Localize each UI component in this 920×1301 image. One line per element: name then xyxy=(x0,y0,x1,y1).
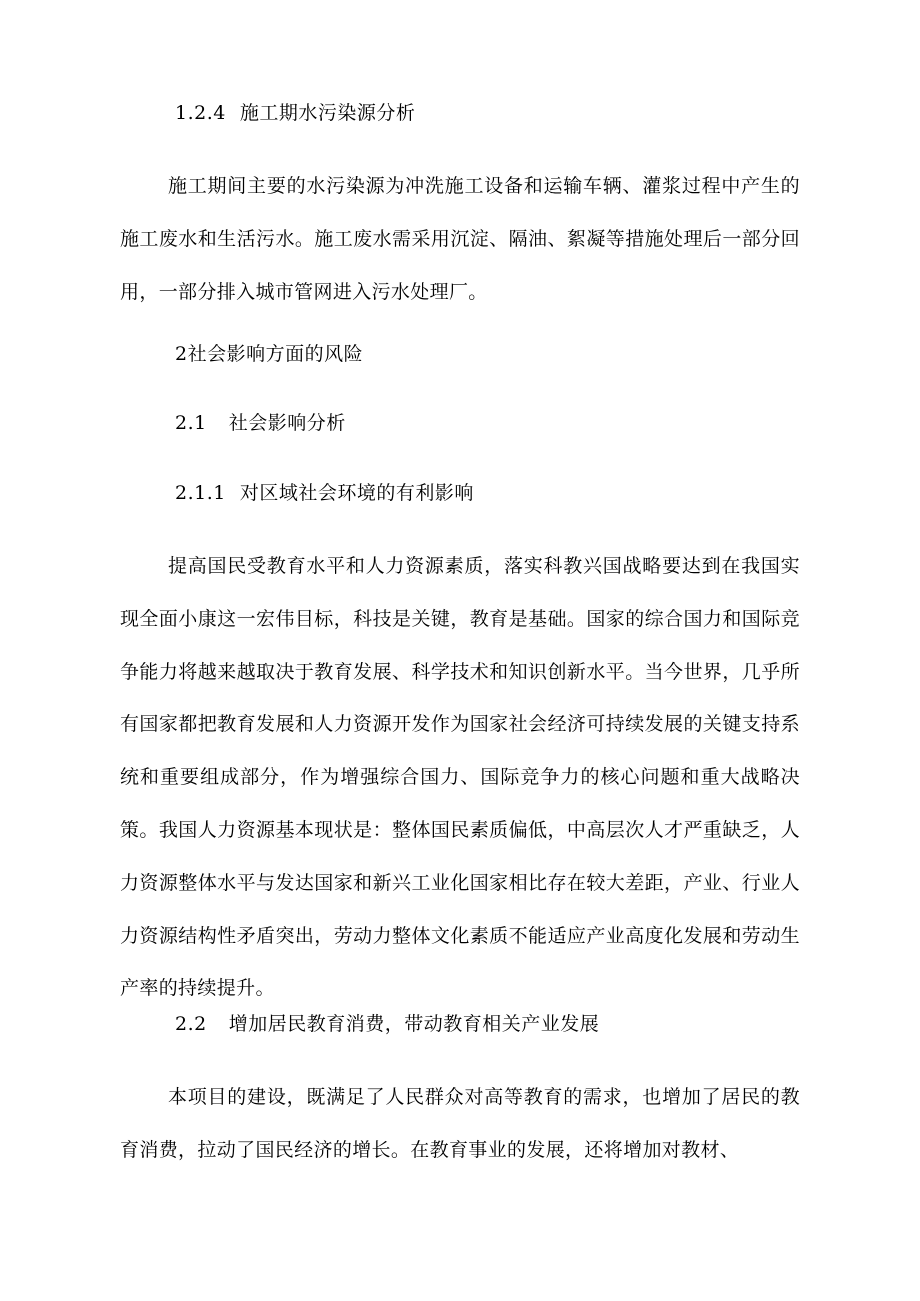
paragraph-education: 提高国民受教育水平和人力资源素质，落实科教兴国战略要达到在我国实现全面小康这一宏伟目标，科技是关键，教育是基础。国家的综合国力和国际竞争能力将越来越取决于教育发展、科学技术和知识创新水平。当今世界，几乎所有国家都把教育发展和人力资源开发作为国家社会经济可持续发展的关键支持系统和重要组成部分，作为增强综合国力、国际竞争力的核心问题和重大战略决策。我国人力资源基本现状是：整体国民素质偏低，中高层次人才严重缺乏，人力资源整体水平与发达国家和新兴工业化国家相比存在较大差距，产业、行业人力资源结构性矛盾突出，劳动力整体文化素质不能适应产业高度化发展和劳动生产率的持续提升。 xyxy=(120,555,800,1000)
heading-2-1-1 xyxy=(175,481,474,505)
heading-title: 社会影响分析 xyxy=(228,412,346,434)
heading-number: 2.1 xyxy=(175,412,207,434)
heading-title: 对区域社会环境的有利影响 xyxy=(239,482,474,504)
heading-number: 2.2 xyxy=(175,1013,207,1035)
heading-2-1 xyxy=(175,411,346,435)
paragraph-water-pollution: 施工期间主要的水污染源为冲洗施工设备和运输车辆、灌浆过程中产生的施工废水和生活污水。施工废水需采用沉淀、隔油、絮凝等措施处理后一部分回用，一部分排入城市管网进入污水处理厂。 xyxy=(120,175,800,303)
heading-number: 2.1.1 xyxy=(175,482,226,504)
heading-1-2-4 xyxy=(175,101,415,125)
heading-title: 增加居民教育消费，带动教育相关产业发展 xyxy=(228,1013,600,1035)
heading-number: 1.2.4 xyxy=(175,102,226,124)
heading-2: 2社会影响方面的风险 xyxy=(175,343,364,365)
heading-2-2 xyxy=(175,1012,599,1036)
paragraph-education-consumption: 本项目的建设，既满足了人民群众对高等教育的需求，也增加了居民的教育消费，拉动了国民经济的增长。在教育事业的发展，还将增加对教材、 xyxy=(120,1086,800,1161)
heading-title: 施工期水污染源分析 xyxy=(239,102,416,124)
